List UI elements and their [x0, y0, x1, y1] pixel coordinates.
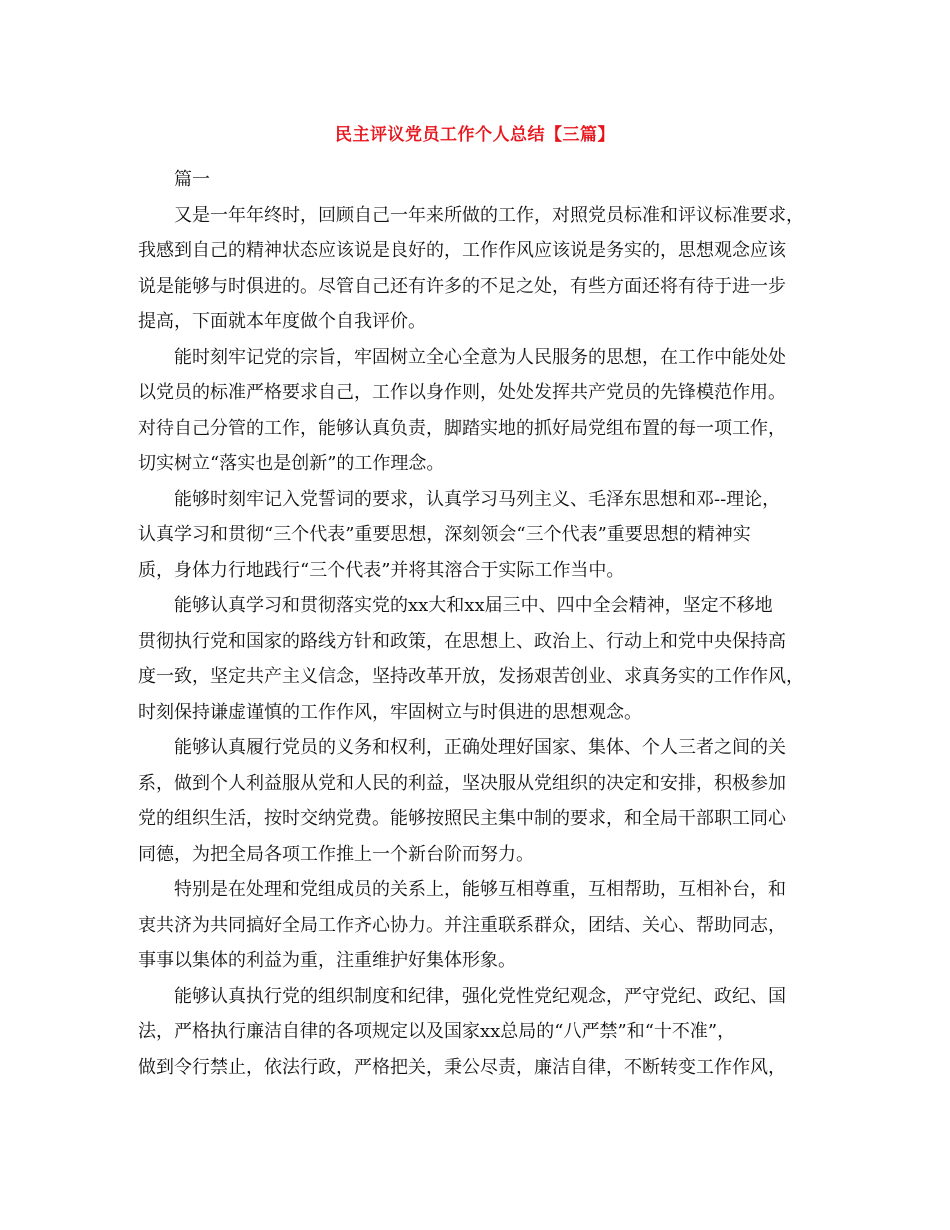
- body-line: 衷共济为共同搞好全局工作齐心协力。并注重联系群众，团结、关心、帮助同志，: [138, 914, 786, 936]
- body-line: 以党员的标准严格要求自己，工作以身作则，处处发挥共产党员的先锋模范作用。: [138, 382, 786, 403]
- body-line: 能够认真执行党的组织制度和纪律，强化党性党纪观念，严守党纪、政纪、国: [174, 985, 786, 1007]
- body-line: 做到令行禁止，依法行政，严格把关，秉公尽责，廉洁自律，不断转变工作作风，: [138, 1056, 786, 1078]
- section-heading: 篇一: [174, 169, 210, 190]
- body-line: 能时刻牢记党的宗旨，牢固树立全心全意为人民服务的思想，在工作中能处处: [174, 346, 786, 368]
- document-body: [138, 162, 828, 1085]
- body-line: 能够认真学习和贯彻落实党的xx大和xx届三中、四中全会精神，坚定不移地: [174, 595, 773, 616]
- body-line: 事事以集体的利益为重，注重维护好集体形象。: [138, 950, 516, 971]
- body-line: 系，做到个人利益服从党和人民的利益，坚决服从党组织的决定和安排，积极参加: [138, 772, 786, 794]
- body-line: 认真学习和贯彻“三个代表”重要思想，深刻领会“三个代表”重要思想的精神实: [138, 524, 751, 545]
- body-line: 提高，下面就本年度做个自我评价。: [138, 311, 426, 332]
- body-line: 能够认真履行党员的义务和权利，正确处理好国家、集体、个人三者之间的关: [174, 737, 786, 758]
- body-line: 能够时刻牢记入党誓词的要求，认真学习马列主义、毛泽东思想和邓--理论，: [174, 488, 781, 510]
- body-line: 同德，为把全局各项工作推上一个新台阶而努力。: [138, 843, 534, 865]
- body-line: 特别是在处理和党组成员的关系上，能够互相尊重，互相帮助，互相补台，和: [174, 879, 786, 900]
- body-line: 法，严格执行廉洁自律的各项规定以及国家xx总局的“八严禁”和“十不准”，: [138, 1021, 736, 1042]
- body-line: 贯彻执行党和国家的路线方针和政策，在思想上、政治上、行动上和党中央保持高: [138, 630, 786, 652]
- body-line: 质，身体力行地践行“三个代表”并将其溶合于实际工作当中。: [138, 559, 625, 581]
- body-line: 时刻保持谦虚谨慎的工作作风，牢固树立与时俱进的思想观念。: [138, 701, 642, 723]
- document-title: 民主评议党员工作个人总结【三篇】: [335, 125, 615, 145]
- body-line: 说是能够与时俱进的。尽管自己还有许多的不足之处，有些方面还将有待于进一步: [138, 275, 786, 297]
- body-line: 度一致，坚定共产主义信念，坚持改革开放，发扬艰苦创业、求真务实的工作作风，: [138, 666, 804, 687]
- body-line: 对待自己分管的工作，能够认真负责，脚踏实地的抓好局党组布置的每一项工作，: [138, 417, 786, 439]
- body-line: 我感到自己的精神状态应该说是良好的，工作作风应该说是务实的，思想观念应该: [138, 240, 786, 261]
- body-line: 又是一年年终时，回顾自己一年来所做的工作，对照党员标准和评议标准要求，: [174, 204, 804, 226]
- body-line: 切实树立“落实也是创新”的工作理念。: [138, 453, 445, 474]
- body-line: 党的组织生活，按时交纳党费。能够按照民主集中制的要求，和全局干部职工同心: [138, 808, 786, 829]
